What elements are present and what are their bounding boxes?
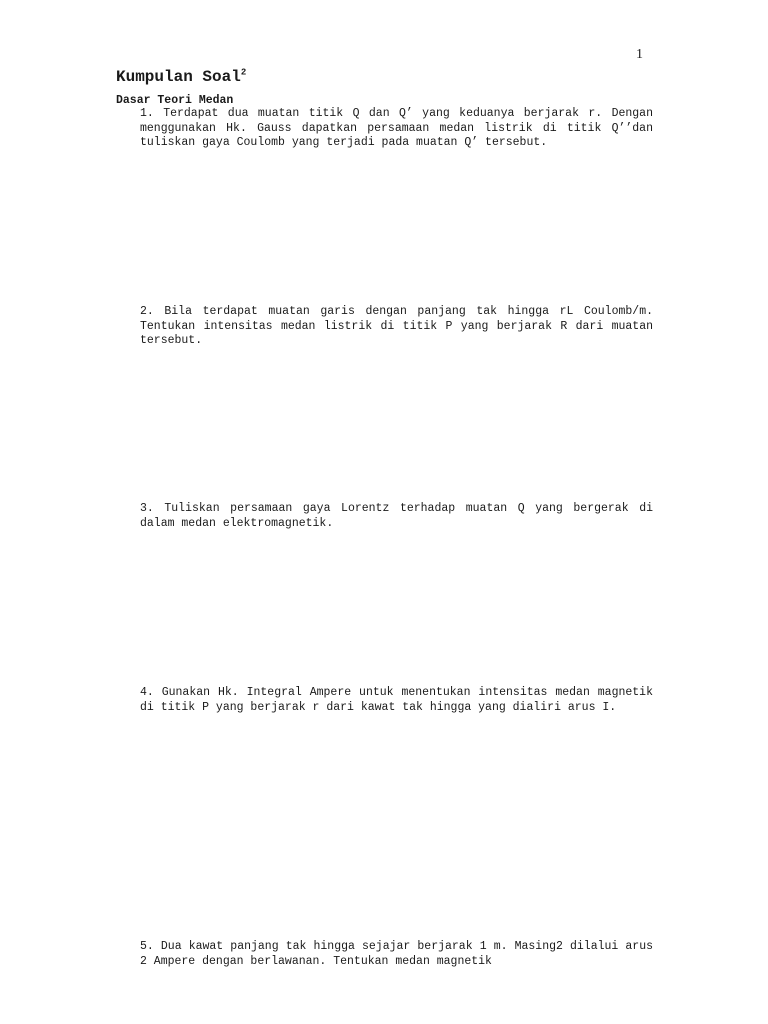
page-number: 1: [636, 47, 643, 62]
document-title: [116, 68, 246, 86]
question-1: 1. Terdapat dua muatan titik Q dan Q’ yang keduanya berjarak r. Dengan menggunakan Hk. Gauss dapatkan persamaan medan listrik di titik Q’’dan tuliskan gaya Coulomb yang terjadi pada muatan Q’ tersebut.: [140, 107, 653, 149]
document-title-text: Kumpulan Soal: [116, 68, 241, 86]
question-3: 3. Tuliskan persamaan gaya Lorentz terhadap muatan Q yang bergerak di dalam medan elektromagnetik.: [140, 502, 653, 530]
title-superscript: 2: [240, 67, 247, 78]
question-5: 5. Dua kawat panjang tak hingga sejajar berjarak 1 m. Masing2 dilalui arus 2 Ampere dengan berlawanan. Tentukan medan magnetik: [140, 940, 653, 968]
question-4: 4. Gunakan Hk. Integral Ampere untuk menentukan intensitas medan magnetik di titik P yang berjarak r dari kawat tak hingga yang dialiri arus I.: [140, 686, 653, 714]
section-subtitle: Dasar Teori Medan: [116, 94, 234, 107]
question-2: 2. Bila terdapat muatan garis dengan panjang tak hingga rL Coulomb/m. Tentukan intensitas medan listrik di titik P yang berjarak R dari muatan tersebut.: [140, 305, 653, 347]
